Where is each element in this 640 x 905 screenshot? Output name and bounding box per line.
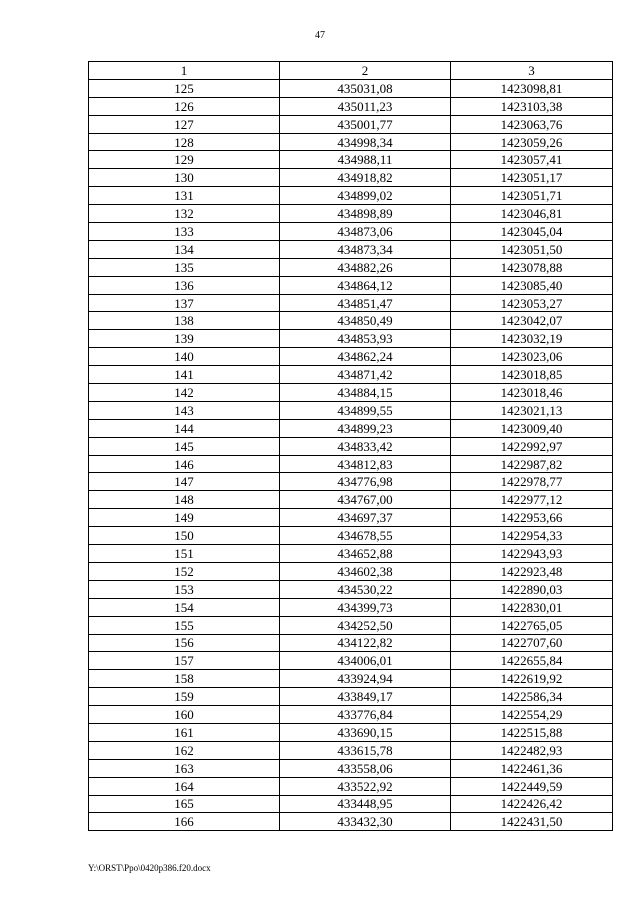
table-row — [89, 723, 613, 741]
table-body — [89, 79, 613, 830]
y-coordinate-cell: 1422426,42 — [451, 795, 613, 813]
point-number-cell: 161 — [89, 723, 280, 741]
y-coordinate-cell: 1422943,93 — [451, 545, 613, 563]
x-coordinate-cell: 434652,88 — [280, 545, 451, 563]
y-coordinate-cell: 1422987,82 — [451, 455, 613, 473]
table-row — [89, 169, 613, 187]
point-number-cell: 142 — [89, 384, 280, 402]
point-number-cell: 138 — [89, 312, 280, 330]
point-number-cell: 165 — [89, 795, 280, 813]
y-coordinate-cell: 1422461,36 — [451, 759, 613, 777]
point-number-cell: 126 — [89, 97, 280, 115]
point-number-cell: 129 — [89, 151, 280, 169]
point-number-cell: 163 — [89, 759, 280, 777]
y-coordinate-cell: 1422515,88 — [451, 723, 613, 741]
table-row — [89, 384, 613, 402]
y-coordinate-cell: 1422953,66 — [451, 509, 613, 527]
point-number-cell: 134 — [89, 240, 280, 258]
point-number-cell: 154 — [89, 598, 280, 616]
x-coordinate-cell: 434899,23 — [280, 419, 451, 437]
x-coordinate-cell: 434833,42 — [280, 437, 451, 455]
x-coordinate-cell: 434918,82 — [280, 169, 451, 187]
point-number-cell: 143 — [89, 401, 280, 419]
table-row — [89, 795, 613, 813]
column-header-2: 2 — [280, 62, 451, 80]
y-coordinate-cell: 1422586,34 — [451, 688, 613, 706]
y-coordinate-cell: 1423103,38 — [451, 97, 613, 115]
point-number-cell: 145 — [89, 437, 280, 455]
y-coordinate-cell: 1422619,92 — [451, 670, 613, 688]
point-number-cell: 130 — [89, 169, 280, 187]
table-row — [89, 133, 613, 151]
point-number-cell: 156 — [89, 634, 280, 652]
x-coordinate-cell: 435031,08 — [280, 79, 451, 97]
table-row — [89, 151, 613, 169]
x-coordinate-cell: 433448,95 — [280, 795, 451, 813]
table-row — [89, 419, 613, 437]
x-coordinate-cell: 434812,83 — [280, 455, 451, 473]
table-row — [89, 616, 613, 634]
y-coordinate-cell: 1422954,33 — [451, 527, 613, 545]
point-number-cell: 155 — [89, 616, 280, 634]
y-coordinate-cell: 1422890,03 — [451, 580, 613, 598]
table-row — [89, 527, 613, 545]
point-number-cell: 132 — [89, 205, 280, 223]
table-row — [89, 688, 613, 706]
y-coordinate-cell: 1423057,41 — [451, 151, 613, 169]
y-coordinate-cell: 1423078,88 — [451, 258, 613, 276]
y-coordinate-cell: 1423032,19 — [451, 330, 613, 348]
footer-file-path: Y:\ORST\Ppo\0420p386.f20.docx — [88, 863, 211, 873]
y-coordinate-cell: 1422431,50 — [451, 813, 613, 831]
point-number-cell: 137 — [89, 294, 280, 312]
x-coordinate-cell: 433924,94 — [280, 670, 451, 688]
x-coordinate-cell: 433615,78 — [280, 741, 451, 759]
point-number-cell: 125 — [89, 79, 280, 97]
point-number-cell: 127 — [89, 115, 280, 133]
y-coordinate-cell: 1423053,27 — [451, 294, 613, 312]
point-number-cell: 136 — [89, 276, 280, 294]
table-row — [89, 652, 613, 670]
point-number-cell: 160 — [89, 706, 280, 724]
x-coordinate-cell: 434602,38 — [280, 562, 451, 580]
y-coordinate-cell: 1422977,12 — [451, 491, 613, 509]
x-coordinate-cell: 433432,30 — [280, 813, 451, 831]
x-coordinate-cell: 433849,17 — [280, 688, 451, 706]
y-coordinate-cell: 1422830,01 — [451, 598, 613, 616]
table-row — [89, 79, 613, 97]
table-row — [89, 115, 613, 133]
table-row — [89, 187, 613, 205]
x-coordinate-cell: 433558,06 — [280, 759, 451, 777]
y-coordinate-cell: 1423051,71 — [451, 187, 613, 205]
table-row — [89, 401, 613, 419]
y-coordinate-cell: 1422655,84 — [451, 652, 613, 670]
y-coordinate-cell: 1422449,59 — [451, 777, 613, 795]
table-row — [89, 509, 613, 527]
point-number-cell: 144 — [89, 419, 280, 437]
table-header-row — [89, 62, 613, 80]
x-coordinate-cell: 434873,34 — [280, 240, 451, 258]
point-number-cell: 158 — [89, 670, 280, 688]
point-number-cell: 135 — [89, 258, 280, 276]
point-number-cell: 162 — [89, 741, 280, 759]
table-row — [89, 258, 613, 276]
x-coordinate-cell: 434873,06 — [280, 223, 451, 241]
y-coordinate-cell: 1423063,76 — [451, 115, 613, 133]
point-number-cell: 151 — [89, 545, 280, 563]
x-coordinate-cell: 435001,77 — [280, 115, 451, 133]
x-coordinate-cell: 434882,26 — [280, 258, 451, 276]
x-coordinate-cell: 434006,01 — [280, 652, 451, 670]
x-coordinate-cell: 434998,34 — [280, 133, 451, 151]
point-number-cell: 128 — [89, 133, 280, 151]
x-coordinate-cell: 434898,89 — [280, 205, 451, 223]
x-coordinate-cell: 434871,42 — [280, 366, 451, 384]
y-coordinate-cell: 1422554,29 — [451, 706, 613, 724]
point-number-cell: 147 — [89, 473, 280, 491]
table-row — [89, 706, 613, 724]
table-row — [89, 330, 613, 348]
table-row — [89, 366, 613, 384]
table-row — [89, 294, 613, 312]
x-coordinate-cell: 434884,15 — [280, 384, 451, 402]
point-number-cell: 157 — [89, 652, 280, 670]
y-coordinate-cell: 1422765,05 — [451, 616, 613, 634]
page-number: 47 — [315, 30, 325, 41]
x-coordinate-cell: 433776,84 — [280, 706, 451, 724]
y-coordinate-cell: 1423009,40 — [451, 419, 613, 437]
column-header-1: 1 — [89, 62, 280, 80]
point-number-cell: 141 — [89, 366, 280, 384]
x-coordinate-cell: 434399,73 — [280, 598, 451, 616]
table-row — [89, 545, 613, 563]
table-row — [89, 223, 613, 241]
table-row — [89, 634, 613, 652]
point-number-cell: 152 — [89, 562, 280, 580]
y-coordinate-cell: 1423018,46 — [451, 384, 613, 402]
table-row — [89, 813, 613, 831]
table-row — [89, 670, 613, 688]
table-row — [89, 437, 613, 455]
point-number-cell: 133 — [89, 223, 280, 241]
y-coordinate-cell: 1422992,97 — [451, 437, 613, 455]
x-coordinate-cell: 435011,23 — [280, 97, 451, 115]
table-row — [89, 205, 613, 223]
table-row — [89, 598, 613, 616]
x-coordinate-cell: 434767,00 — [280, 491, 451, 509]
y-coordinate-cell: 1422923,48 — [451, 562, 613, 580]
x-coordinate-cell: 434697,37 — [280, 509, 451, 527]
point-number-cell: 166 — [89, 813, 280, 831]
y-coordinate-cell: 1423098,81 — [451, 79, 613, 97]
y-coordinate-cell: 1422707,60 — [451, 634, 613, 652]
x-coordinate-cell: 434899,55 — [280, 401, 451, 419]
point-number-cell: 153 — [89, 580, 280, 598]
table-row — [89, 741, 613, 759]
point-number-cell: 140 — [89, 348, 280, 366]
x-coordinate-cell: 434252,50 — [280, 616, 451, 634]
y-coordinate-cell: 1423045,04 — [451, 223, 613, 241]
y-coordinate-cell: 1423046,81 — [451, 205, 613, 223]
table-row — [89, 348, 613, 366]
y-coordinate-cell: 1423042,07 — [451, 312, 613, 330]
point-number-cell: 150 — [89, 527, 280, 545]
x-coordinate-cell: 434899,02 — [280, 187, 451, 205]
x-coordinate-cell: 433690,15 — [280, 723, 451, 741]
point-number-cell: 146 — [89, 455, 280, 473]
y-coordinate-cell: 1423023,06 — [451, 348, 613, 366]
y-coordinate-cell: 1423051,50 — [451, 240, 613, 258]
point-number-cell: 139 — [89, 330, 280, 348]
y-coordinate-cell: 1423021,13 — [451, 401, 613, 419]
table-row — [89, 97, 613, 115]
x-coordinate-cell: 434530,22 — [280, 580, 451, 598]
point-number-cell: 131 — [89, 187, 280, 205]
point-number-cell: 148 — [89, 491, 280, 509]
x-coordinate-cell: 434851,47 — [280, 294, 451, 312]
y-coordinate-cell: 1422978,77 — [451, 473, 613, 491]
y-coordinate-cell: 1422482,93 — [451, 741, 613, 759]
y-coordinate-cell: 1423059,26 — [451, 133, 613, 151]
table-row — [89, 240, 613, 258]
point-number-cell: 159 — [89, 688, 280, 706]
column-header-3: 3 — [451, 62, 613, 80]
x-coordinate-cell: 434853,93 — [280, 330, 451, 348]
x-coordinate-cell: 434862,24 — [280, 348, 451, 366]
table-row — [89, 562, 613, 580]
table-row — [89, 759, 613, 777]
y-coordinate-cell: 1423018,85 — [451, 366, 613, 384]
x-coordinate-cell: 434850,49 — [280, 312, 451, 330]
coordinates-table — [88, 61, 613, 831]
table-row — [89, 777, 613, 795]
point-number-cell: 164 — [89, 777, 280, 795]
x-coordinate-cell: 434988,11 — [280, 151, 451, 169]
x-coordinate-cell: 434776,98 — [280, 473, 451, 491]
y-coordinate-cell: 1423085,40 — [451, 276, 613, 294]
x-coordinate-cell: 433522,92 — [280, 777, 451, 795]
x-coordinate-cell: 434864,12 — [280, 276, 451, 294]
table-row — [89, 276, 613, 294]
table-row — [89, 473, 613, 491]
table-row — [89, 312, 613, 330]
table-row — [89, 580, 613, 598]
x-coordinate-cell: 434122,82 — [280, 634, 451, 652]
table-row — [89, 491, 613, 509]
table-row — [89, 455, 613, 473]
y-coordinate-cell: 1423051,17 — [451, 169, 613, 187]
x-coordinate-cell: 434678,55 — [280, 527, 451, 545]
point-number-cell: 149 — [89, 509, 280, 527]
